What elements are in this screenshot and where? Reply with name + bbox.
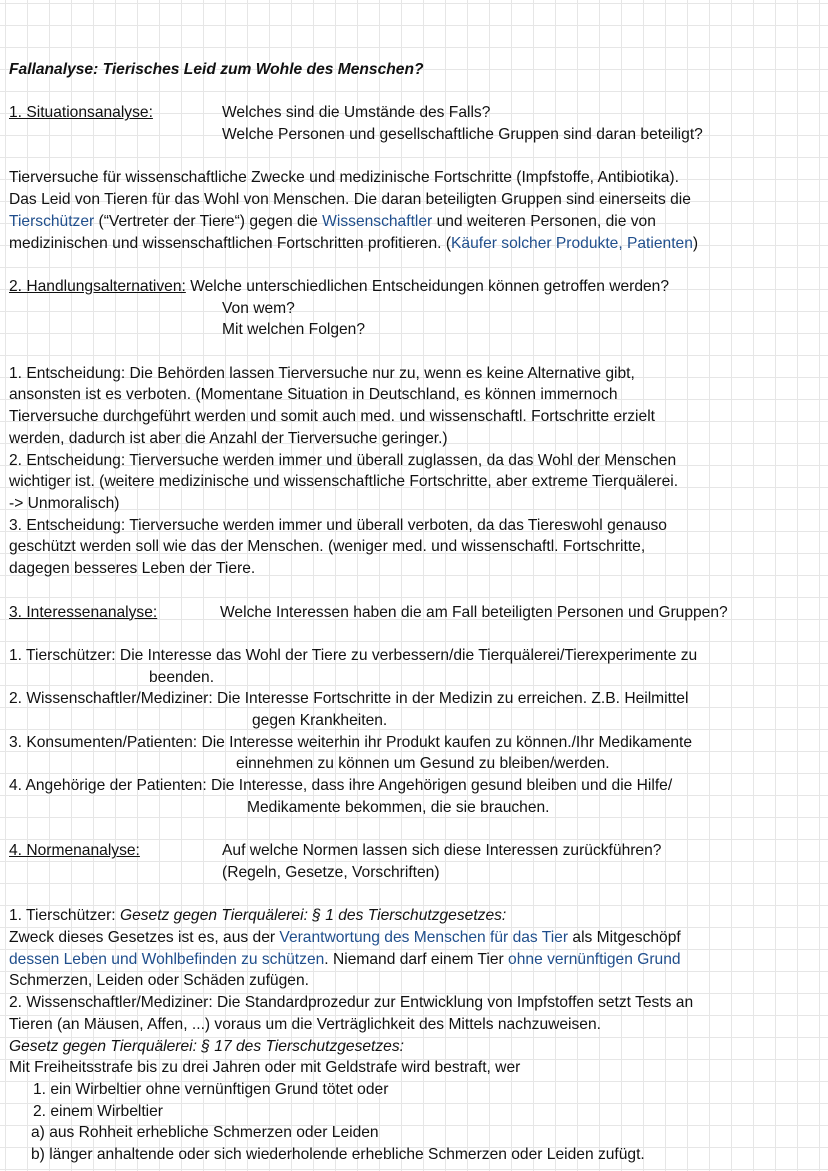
text-span: 1. Tierschützer: — [9, 907, 120, 925]
text-span: und weiteren Personen, die von — [432, 212, 656, 230]
interest-line: 2. Wissenschaftler/Mediziner: Die Interesse Fortschritte in der Medizin zu erreichen. Z.B. Heilmittel — [9, 690, 689, 708]
interest-line: 3. Konsumenten/Patienten: Die Interesse weiterhin ihr Produkt kaufen zu können./Ihr Medikamente — [9, 733, 693, 751]
situation-question-2: Welche Personen und gesellschaftliche Gruppen sind daran beteiligt? — [222, 126, 703, 144]
alternatives-question-3: Mit welchen Folgen? — [222, 321, 366, 339]
interest-line: Medikamente bekommen, die sie brauchen. — [247, 798, 550, 816]
norm-line: Schmerzen, Leiden oder Schäden zufügen. — [9, 972, 309, 990]
situation-question-1: Welches sind die Umstände des Falls? — [222, 104, 491, 122]
situation-heading: 1. Situationsanalyse: — [9, 104, 153, 122]
norm-line: Tieren (an Mäusen, Affen, ...) voraus um die Verträglichkeit des Mittels nachzuweisen. — [9, 1015, 601, 1033]
interest-line: beenden. — [149, 668, 215, 686]
alternatives-question-2: Von wem? — [222, 299, 295, 317]
decision-line: 2. Entscheidung: Tierversuche werden immer und überall zuglassen, da das Wohl der Menschen — [9, 451, 677, 469]
interest-line: einnehmen zu können um Gesund zu bleiben/werden. — [236, 755, 610, 773]
norms-question-2: (Regeln, Gesetze, Vorschriften) — [222, 863, 440, 881]
norm-line — [9, 949, 828, 971]
norm-line: 1. ein Wirbeltier ohne vernünftigen Grund tötet oder — [33, 1080, 389, 1098]
highlight-kaeufer-patienten: Käufer solcher Produkte, Patienten — [451, 234, 693, 252]
decision-line: geschützt werden soll wie das der Menschen. (weniger med. und wissenschaftl. Fortschritte, — [9, 538, 646, 556]
situation-paragraph-line: Tierversuche für wissenschaftliche Zwecke und medizinische Fortschritte (Impfstoffe, Antibiotika). — [9, 169, 679, 187]
interests-question: Welche Interessen haben die am Fall beteiligten Personen und Gruppen? — [220, 603, 728, 621]
decision-line: werden, dadurch ist aber die Anzahl der Tierversuche geringer.) — [9, 429, 448, 447]
highlight-ohne-grund: ohne vernünftigen Grund — [508, 950, 681, 968]
interest-line: 4. Angehörige der Patienten: Die Interesse, dass ihre Angehörigen gesund bleiben und die Hilfe/ — [9, 777, 673, 795]
text-span: (“Vertreter der Tiere“) gegen die — [94, 212, 323, 230]
alternatives-question-1: Welche unterschiedlichen Entscheidungen können getroffen werden? — [185, 277, 670, 295]
situation-heading-row — [9, 102, 828, 124]
highlight-leben-wohlbefinden: dessen Leben und Wohlbefinden zu schützen — [9, 950, 325, 968]
decision-line: -> Unmoralisch) — [9, 495, 120, 512]
interests-heading: 3. Interessenanalyse: — [9, 603, 158, 621]
norm-line: 2. Wissenschaftler/Mediziner: Die Standardprozedur zur Entwicklung von Impfstoffen setzt Tests an — [9, 994, 694, 1012]
decision-line: 3. Entscheidung: Tierversuche werden immer und überall verboten, da das Tiereswohl genauso — [9, 516, 667, 534]
text-span: ) — [692, 234, 699, 252]
highlight-wissenschaftler: Wissenschaftler — [322, 212, 433, 230]
situation-paragraph-line — [9, 233, 828, 255]
norm-line: a) aus Rohheit erhebliche Schmerzen oder Leiden — [31, 1124, 379, 1142]
interest-line: gegen Krankheiten. — [252, 712, 388, 729]
decision-line: wichtiger ist. (weitere medizinische und wissenschaftliche Fortschritte, aber extreme Tierquälerei. — [9, 473, 679, 491]
norm-line: 2. einem Wirbeltier — [33, 1102, 163, 1120]
highlight-tierschuetzer: Tierschützer — [9, 212, 95, 230]
law-reference: Gesetz gegen Tierquälerei: § 17 des Tierschutzgesetzes: — [9, 1037, 404, 1055]
norm-line: b) länger anhaltende oder sich wiederholende erhebliche Schmerzen oder Leiden zufügt. — [31, 1146, 645, 1164]
norms-heading-row — [9, 840, 828, 862]
document-title: Fallanalyse: Tierisches Leid zum Wohle des Menschen? — [9, 61, 424, 78]
law-reference: Gesetz gegen Tierquälerei: § 1 des Tierschutzgesetzes: — [119, 907, 507, 925]
situation-paragraph-line: Das Leid von Tieren für das Wohl von Menschen. Die daran beteiligten Gruppen sind einerseits die — [9, 191, 691, 209]
norms-heading: 4. Normenanalyse: — [9, 842, 140, 860]
decision-line: ansonsten ist es verboten. (Momentane Situation in Deutschland, es können immernoch — [9, 386, 618, 404]
text-span: . Niemand darf einem Tier — [324, 950, 509, 968]
interests-heading-row — [9, 602, 828, 624]
norms-question-1: Auf welche Normen lassen sich diese Interessen zurückführen? — [222, 842, 662, 860]
norm-line: Mit Freiheitsstrafe bis zu drei Jahren oder mit Geldstrafe wird bestraft, wer — [9, 1059, 521, 1077]
text-span: medizinischen und wissenschaftlichen Fortschritten profitieren. ( — [9, 234, 452, 252]
alternatives-heading-row — [9, 276, 828, 298]
decision-line: dagegen besseres Leben der Tiere. — [9, 560, 256, 578]
decision-line: Tierversuche durchgeführt werden und somit auch med. und wissenschaftl. Fortschritte erzielt — [9, 408, 655, 426]
text-span: als Mitgeschöpf — [568, 929, 681, 946]
highlight-verantwortung: Verantwortung des Menschen für das Tier — [279, 929, 569, 946]
norm-line — [9, 905, 828, 927]
norm-line — [9, 927, 828, 949]
decision-line: 1. Entscheidung: Die Behörden lassen Tierversuche nur zu, wenn es keine Alternative gibt, — [9, 364, 635, 382]
situation-paragraph-line — [9, 211, 828, 233]
alternatives-heading: 2. Handlungsalternativen: — [9, 277, 186, 295]
text-span: Zweck dieses Gesetzes ist es, aus der — [9, 929, 280, 946]
interest-line: 1. Tierschützer: Die Interesse das Wohl der Tiere zu verbessern/die Tierquälerei/Tierexperimente zu — [9, 646, 698, 664]
